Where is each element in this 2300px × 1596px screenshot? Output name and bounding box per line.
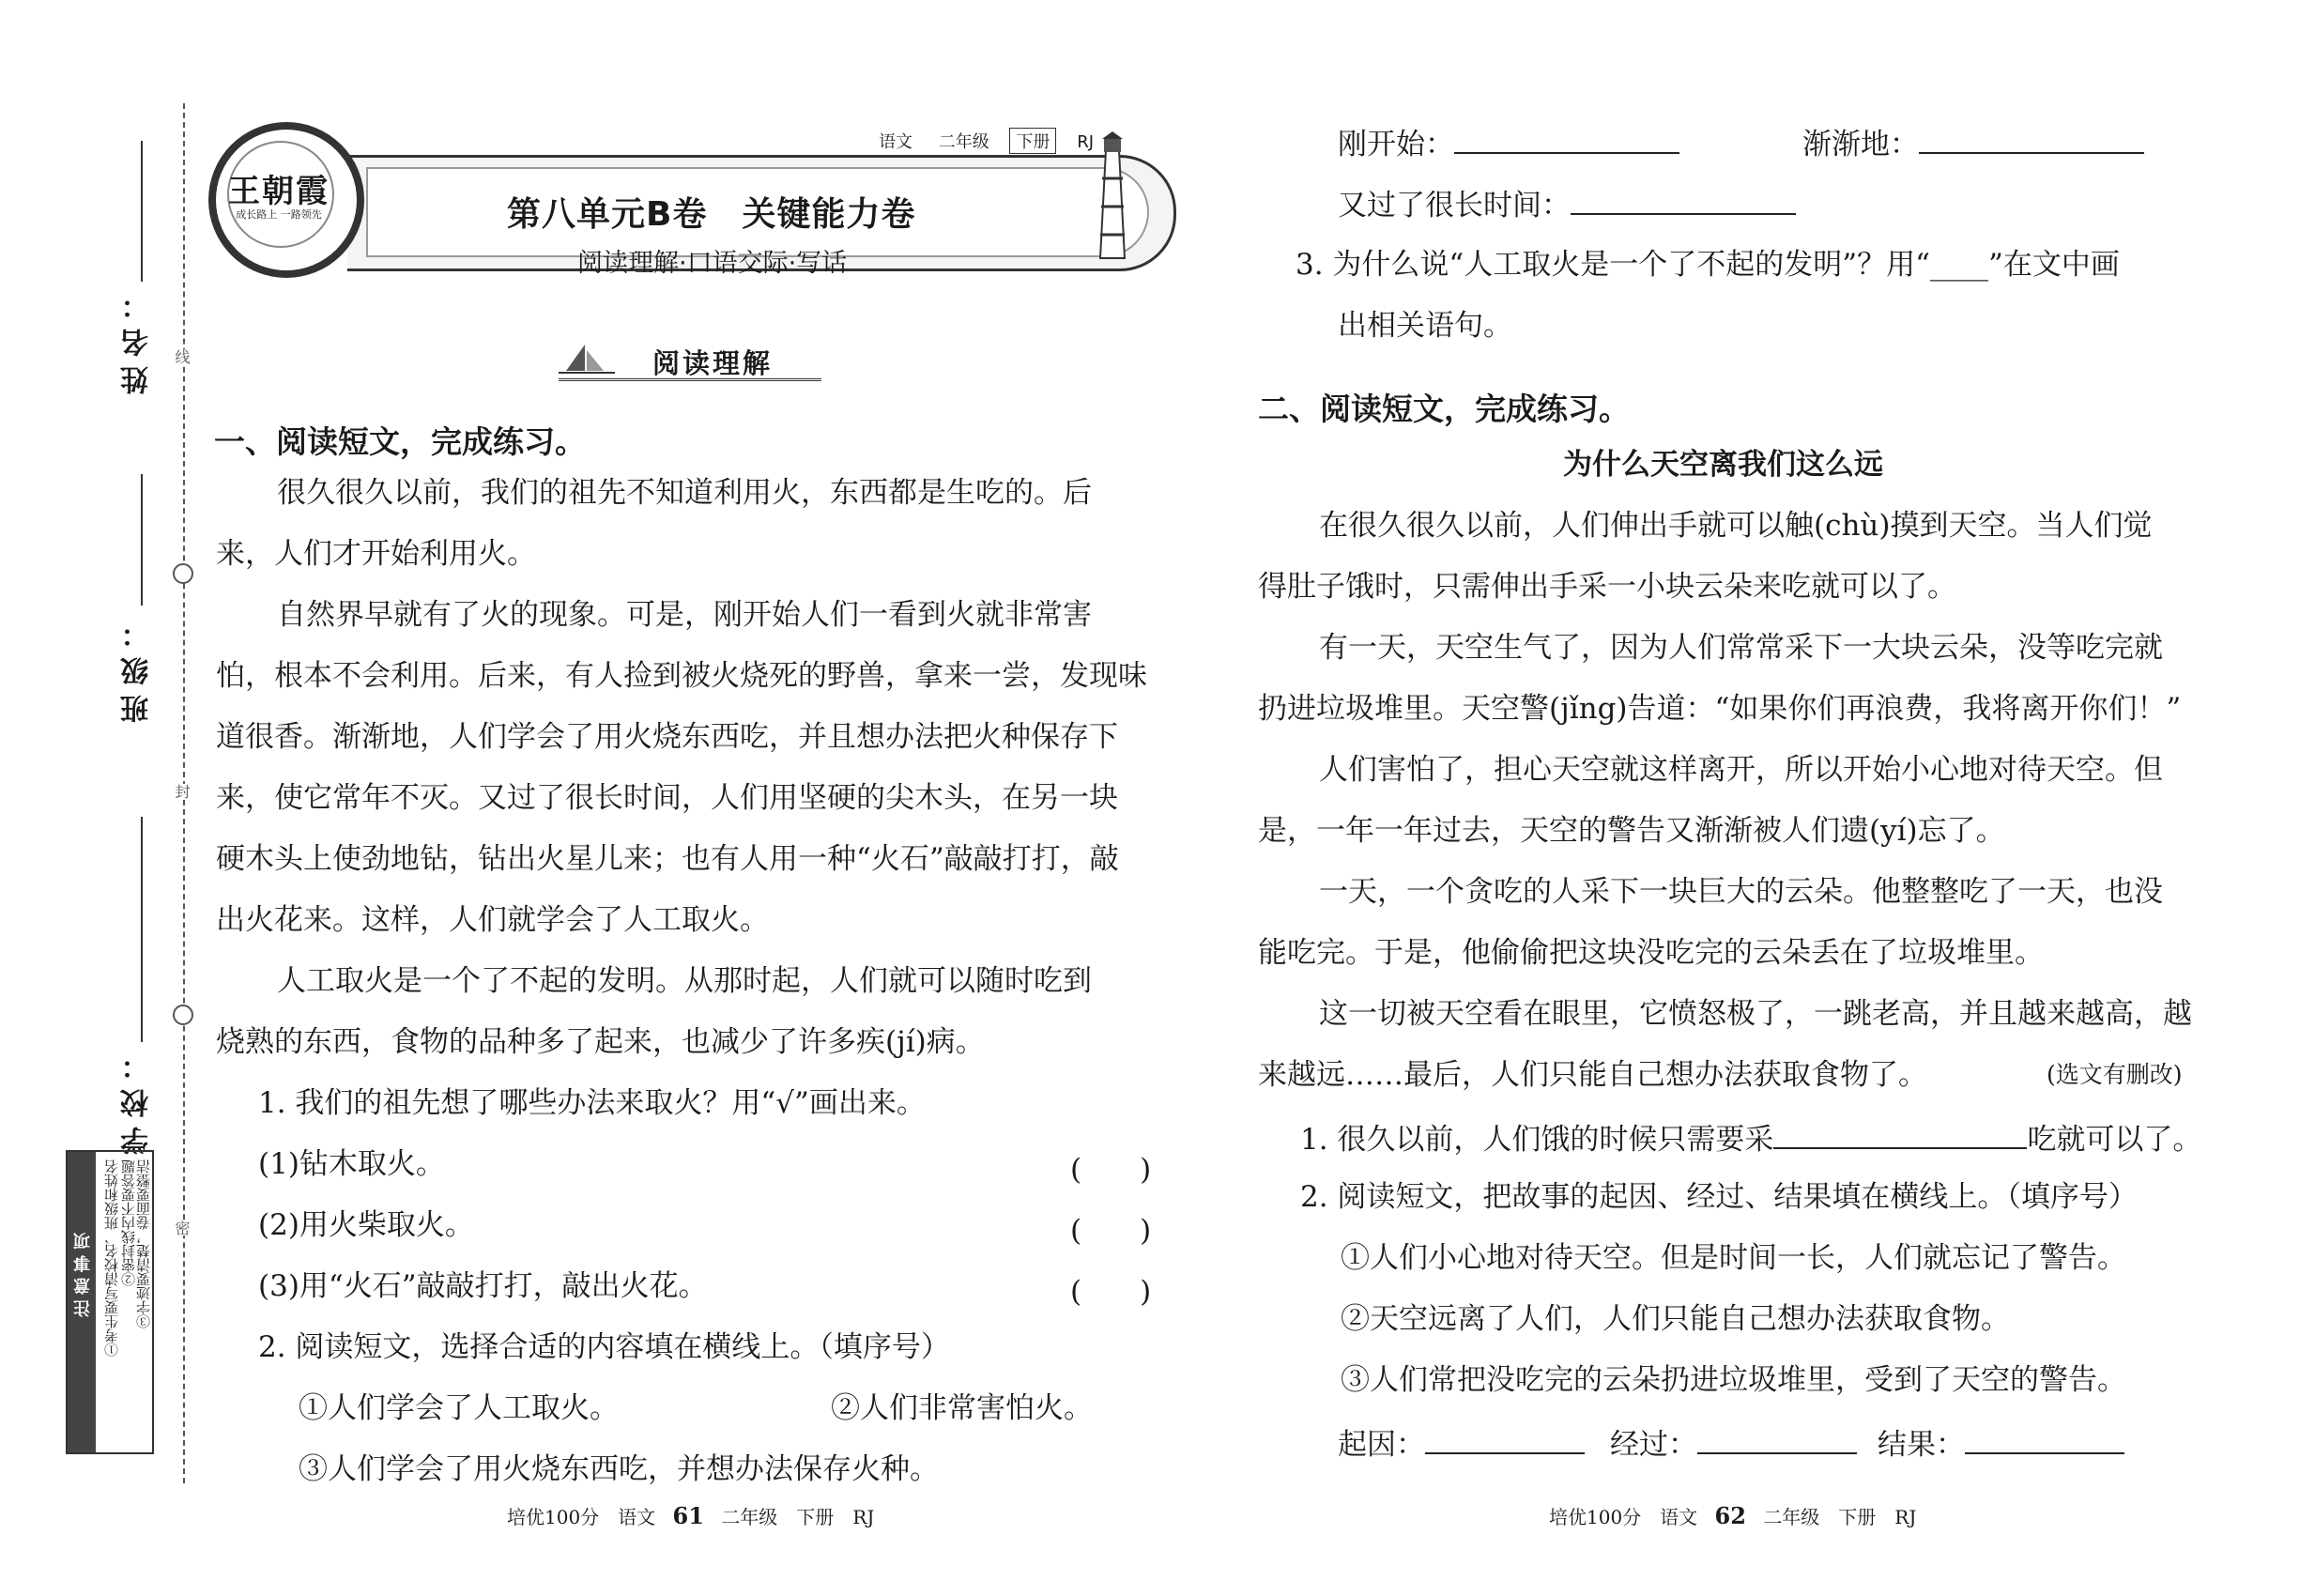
question-r2: 2. 阅读短文，把故事的起因、经过、结果填在横线上。（填序号） [1300, 1180, 2138, 1214]
part1-heading: 一、阅读短文，完成练习。 [214, 423, 586, 460]
notice-title: 注意事项 [68, 1152, 96, 1452]
passage1-line: 道很香。渐渐地，人们学会了用火烧东西吃，并且想办法把火种保存下 [216, 720, 1118, 754]
part2-heading: 二、阅读短文，完成练习。 [1258, 391, 1630, 427]
option-1a: (1)钻木取火。 [258, 1147, 445, 1181]
footer-info: 二年级 下册 RJ [1763, 1506, 1917, 1528]
tag-grade: 二年级 [938, 132, 989, 152]
passage1-line: 怕，根本不会利用。后来，有人捡到被火烧死的野兽，拿来一尝，发现味 [216, 659, 1147, 693]
question-3: 3. 为什么说“人工取火是一个了不起的发明”？用“____”在文中画 [1296, 248, 2120, 282]
tag-subject: 语文 [879, 132, 912, 152]
source-note: (选文有删改) [2047, 1061, 2183, 1088]
question-3-cont: 出相关语句。 [1338, 309, 1512, 343]
page-subtitle: 阅读理解·口语交际·写话 [577, 249, 848, 278]
answer-paren-1a[interactable]: ( ) [1070, 1153, 1152, 1187]
answer-paren-1b[interactable]: ( ) [1070, 1214, 1152, 1248]
event-option-3: ③人们常把没吃完的云朵扔进垃圾堆里，受到了天空的警告。 [1341, 1363, 2126, 1397]
header-tags [873, 128, 1109, 154]
passage2-line: 能吃完。于是，他偷偷把这块没吃完的云朵丢在了垃圾堆里。 [1258, 936, 2044, 970]
passage1-line: 烧熟的东西，食物的品种多了起来，也减少了许多疾(jí)病。 [216, 1025, 985, 1059]
class-label: 班级： [121, 610, 154, 723]
page-number: 61 [672, 1502, 704, 1529]
passage2-line: 这一切被天空看在眼里，它愤怒极了，一跳老高，并且越来越高，越 [1319, 997, 2192, 1031]
answer-cause: 起因： [1338, 1422, 1585, 1464]
passage1-line: 自然界早就有了火的现象。可是，刚开始人们一看到火就非常害 [277, 598, 1092, 632]
passage1-line: 来，人们才开始利用火。 [216, 537, 536, 571]
answer-paren-1c[interactable]: ( ) [1070, 1275, 1152, 1309]
fill-line-1 [1338, 122, 1679, 163]
lighthouse-icon [1089, 131, 1136, 263]
notice-box [66, 1150, 154, 1454]
answer-result: 结果： [1878, 1422, 2124, 1464]
footer-info: 二年级 下册 RJ [721, 1506, 875, 1528]
page-number: 62 [1714, 1502, 1746, 1529]
section-title: 阅读理解 [652, 347, 774, 379]
school-blank[interactable] [141, 817, 143, 1042]
story-title: 为什么天空离我们这么远 [1563, 448, 1883, 482]
fill-blank-cause[interactable] [1425, 1422, 1585, 1454]
passage2-line: 是，一年一年过去，天空的警告又渐渐被人们遗(yí)忘了。 [1258, 814, 2005, 848]
notice-item-1: ①考生要写清校名、班级和姓名 [103, 1159, 120, 1357]
choice-option-2: ②人们非常害怕火。 [831, 1391, 1093, 1425]
option-1c: (3)用“火石”敲敲打打，敲出火花。 [258, 1269, 708, 1303]
passage2-line: 在很久很久以前，人们伸出手就可以触(chù)摸到天空。当人们觉 [1319, 509, 2153, 543]
notice-item-3: ③字迹要清楚，卷面要整洁 [135, 1159, 152, 1328]
brand-logo: 王朝霞 成长路上 一路领先 [208, 122, 364, 278]
seal-word-xian: 线 [173, 349, 191, 364]
fill-blank-process[interactable] [1697, 1422, 1857, 1454]
question-r1: 1. 很久以前，人们饿的时候只需要采 吃就可以了。 [1300, 1117, 2201, 1159]
name-blank[interactable] [141, 141, 143, 282]
passage1-line: 硬木头上使劲地钻，钻出火星儿来；也有人用一种“火石”敲敲打打，敲 [216, 842, 1119, 876]
seal-circle-2 [173, 1005, 193, 1025]
fill-line-3 [1338, 183, 1796, 224]
footer-book: 培优100分 语文 [1549, 1506, 1698, 1528]
fill-blank-later[interactable] [1571, 183, 1796, 215]
passage2-line: 扔进垃圾堆里。天空警(jǐng)告道：“如果你们再浪费，我将离开你们！” [1258, 692, 2182, 726]
fill-blank-result[interactable] [1965, 1422, 2124, 1454]
event-option-1: ①人们小心地对待天空。但是时间一长，人们就忘记了警告。 [1341, 1241, 2126, 1275]
footer-right [1549, 1502, 1916, 1529]
passage2-line: 得肚子饿时，只需伸出手采一小块云朵来吃就可以了。 [1258, 570, 1956, 604]
seal-word-feng: 封 [173, 784, 191, 799]
passage2-line: 一天，一个贪吃的人采下一块巨大的云朵。他整整吃了一天，也没 [1319, 875, 2163, 909]
fill-line-2 [1802, 122, 2144, 163]
tag-edition: RJ [1077, 132, 1095, 152]
fill-blank-r1[interactable] [1773, 1117, 2027, 1149]
choice-option-3: ③人们学会了用火烧东西吃，并想办法保存火种。 [299, 1452, 939, 1486]
fill-blank-start[interactable] [1454, 122, 1679, 154]
name-label: 姓名： [121, 282, 154, 394]
class-blank[interactable] [141, 474, 143, 606]
choice-option-1: ①人们学会了人工取火。 [299, 1391, 619, 1425]
question-1: 1. 我们的祖先想了哪些办法来取火？用“√”画出来。 [258, 1086, 926, 1120]
passage2-line: 来越远……最后，人们只能自己想办法获取食物了。 [1258, 1058, 1927, 1092]
sailboat-icon [559, 343, 615, 376]
question-2: 2. 阅读短文，选择合适的内容填在横线上。（填序号） [258, 1330, 950, 1364]
fill-label-start: 刚开始： [1338, 128, 1454, 161]
passage2-line: 有一天，天空生气了，因为人们常常采下一大块云朵，没等吃完就 [1319, 631, 2163, 665]
passage1-line: 来，使它常年不灭。又过了很长时间，人们用坚硬的尖木头，在另一块 [216, 781, 1118, 815]
school-label: 学校： [121, 1042, 154, 1155]
option-1b: (2)用火柴取火。 [258, 1208, 474, 1242]
footer-book: 培优100分 语文 [507, 1506, 656, 1528]
fill-label-gradually: 渐渐地： [1802, 128, 1919, 161]
answer-process: 经过： [1610, 1422, 1857, 1464]
passage1-line: 很久很久以前，我们的祖先不知道利用火，东西都是生吃的。后 [277, 476, 1092, 510]
event-option-2: ②天空远离了人们，人们只能自己想办法获取食物。 [1341, 1302, 2010, 1336]
seal-word-mi: 密 [173, 1220, 191, 1235]
notice-item-2: ②密封线内不要答题 [120, 1159, 137, 1286]
footer-left [507, 1502, 874, 1529]
fill-label-later: 又过了很长时间： [1338, 189, 1571, 223]
passage2-line: 人们害怕了，担心天空就这样离开，所以开始小心地对待天空。但 [1319, 753, 2163, 787]
seal-circle-1 [173, 563, 193, 584]
passage1-line: 出火花来。这样，人们就学会了人工取火。 [216, 903, 769, 937]
tag-term: 下册 [1009, 128, 1056, 154]
passage1-line: 人工取火是一个了不起的发明。从那时起，人们就可以随时吃到 [277, 964, 1092, 998]
section-banner [559, 343, 821, 379]
fill-blank-gradually[interactable] [1919, 122, 2144, 154]
page-title: 第八单元B卷 关键能力卷 [507, 195, 916, 234]
